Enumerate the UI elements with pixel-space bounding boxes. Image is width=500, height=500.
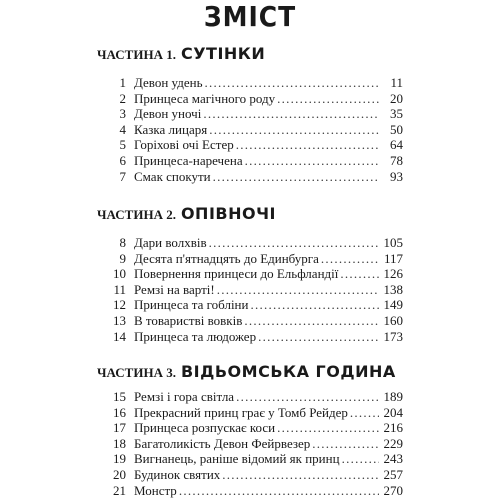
dot-leader <box>340 266 379 282</box>
chapter-number: 9 <box>119 250 126 266</box>
chapter-title: Принцеса та гобліни <box>134 297 249 313</box>
chapter-page: 229 <box>383 435 403 451</box>
dot-leader <box>179 483 379 499</box>
chapter-page: 50 <box>390 121 403 137</box>
chapter-page: 243 <box>383 451 403 467</box>
chapter-number: 8 <box>119 235 126 250</box>
part-title: ВІДЬОМСЬКА ГОДИНА <box>180 362 396 381</box>
chapter-title: Принцеса магічного роду <box>134 90 276 106</box>
chapter-title: Девон уночі <box>134 106 202 122</box>
chapter-title: В товаристві вовків <box>134 312 243 328</box>
chapter-entry[interactable] <box>108 106 403 122</box>
part-heading-3 <box>97 362 397 381</box>
chapter-number: 13 <box>113 312 126 328</box>
chapter-entry[interactable] <box>108 389 403 405</box>
chapter-title: Смак спокути <box>134 168 211 184</box>
chapter-page: 126 <box>383 266 403 282</box>
chapter-title: Будинок святих <box>134 466 221 482</box>
part-title: ОПІВНОЧІ <box>180 204 276 223</box>
chapter-entry[interactable] <box>108 266 403 282</box>
part-label: ЧАСТИНА 1. <box>97 47 176 62</box>
part-heading-1 <box>97 44 397 63</box>
chapter-number: 12 <box>113 297 126 313</box>
chapter-entry[interactable] <box>108 153 403 169</box>
chapter-page: 117 <box>383 250 403 266</box>
chapter-number: 6 <box>119 152 126 168</box>
chapter-title: Горіхові очі Естер <box>134 137 234 153</box>
dot-leader <box>277 91 379 107</box>
chapter-page: 173 <box>383 328 403 344</box>
chapter-entry[interactable] <box>108 467 403 483</box>
dot-leader <box>222 467 379 483</box>
page-title: ЗМІСТ <box>203 0 297 33</box>
chapter-entry[interactable] <box>108 282 403 298</box>
chapter-list-part-2 <box>108 235 403 344</box>
dot-leader <box>209 122 379 138</box>
dot-leader <box>217 282 379 298</box>
dot-leader <box>209 235 379 251</box>
chapter-title: Монстр <box>134 482 177 498</box>
dot-leader <box>350 405 379 421</box>
dot-leader <box>312 436 379 452</box>
part-label: ЧАСТИНА 3. <box>97 365 176 380</box>
chapter-page: 216 <box>383 420 403 436</box>
chapter-page: 93 <box>390 168 403 184</box>
chapter-page: 20 <box>390 90 403 106</box>
chapter-entry[interactable] <box>108 137 403 153</box>
chapter-title: Девон удень <box>134 75 203 90</box>
chapter-entry[interactable] <box>108 451 403 467</box>
chapter-title: Повернення принцеси до Ельфландії <box>134 266 339 282</box>
dot-leader <box>258 329 379 345</box>
chapter-title: Принцеса та людожер <box>134 328 257 344</box>
chapter-entry[interactable] <box>108 75 403 91</box>
chapter-number: 19 <box>113 451 126 467</box>
chapter-title: Багатоликість Девон Фейрвезер <box>134 435 311 451</box>
chapter-number: 14 <box>113 328 126 344</box>
chapter-page: 35 <box>390 106 403 122</box>
chapter-title: Казка лицаря <box>134 121 208 137</box>
part-title: СУТІНКИ <box>180 44 266 63</box>
chapter-number: 18 <box>113 435 126 451</box>
chapter-page: 189 <box>383 389 403 404</box>
chapter-title: Принцеса розпускає коси <box>134 420 276 436</box>
part-label: ЧАСТИНА 2. <box>97 207 176 222</box>
chapter-entry[interactable] <box>108 483 403 499</box>
chapter-page: 64 <box>390 137 403 153</box>
chapter-number: 16 <box>113 404 126 420</box>
chapter-title: Прекрасний принц грає у Томб Рейдер <box>134 404 348 420</box>
chapter-page: 78 <box>390 152 403 168</box>
chapter-title: Ремзі на варті! <box>134 281 215 297</box>
chapter-number: 15 <box>113 389 126 404</box>
chapter-entry[interactable] <box>108 122 403 138</box>
chapter-entry[interactable] <box>108 91 403 107</box>
chapter-number: 4 <box>119 121 126 137</box>
dot-leader <box>245 153 379 169</box>
chapter-entry[interactable] <box>108 235 403 251</box>
dot-leader <box>277 420 379 436</box>
chapter-page: 149 <box>383 297 403 313</box>
part-heading-2 <box>97 204 397 223</box>
chapter-page: 11 <box>390 75 403 90</box>
dot-leader <box>244 313 379 329</box>
chapter-number: 17 <box>113 420 126 436</box>
chapter-page: 204 <box>383 404 403 420</box>
chapter-title: Вигнанець, раніше відомий як принц <box>134 451 340 467</box>
chapter-title: Ремзі і гора світла <box>134 389 235 404</box>
chapter-entry[interactable] <box>108 251 403 267</box>
chapter-number: 11 <box>113 281 126 297</box>
chapter-list-part-3 <box>108 389 403 498</box>
chapter-page: 257 <box>383 466 403 482</box>
dot-leader <box>236 137 379 153</box>
chapter-number: 2 <box>119 90 126 106</box>
dot-leader <box>321 251 379 267</box>
chapter-page: 105 <box>383 235 403 250</box>
chapter-number: 7 <box>119 168 126 184</box>
chapter-number: 20 <box>113 466 126 482</box>
dot-leader <box>203 106 379 122</box>
chapter-entry[interactable] <box>108 169 403 185</box>
chapter-entry[interactable] <box>108 420 403 436</box>
chapter-page: 270 <box>383 482 403 498</box>
chapter-entry[interactable] <box>108 405 403 421</box>
chapter-number: 3 <box>119 106 126 122</box>
dot-leader <box>250 297 379 313</box>
chapter-entry[interactable] <box>108 329 403 345</box>
chapter-entry[interactable] <box>108 436 403 452</box>
dot-leader <box>205 75 379 91</box>
chapter-title: Принцеса-наречена <box>134 152 243 168</box>
chapter-list-part-1 <box>108 75 403 184</box>
chapter-number: 5 <box>119 137 126 153</box>
chapter-number: 1 <box>119 75 126 90</box>
dot-leader <box>342 451 379 467</box>
dot-leader <box>213 169 379 185</box>
chapter-number: 21 <box>113 482 126 498</box>
chapter-entry[interactable] <box>108 297 403 313</box>
chapter-entry[interactable] <box>108 313 403 329</box>
dot-leader <box>236 389 379 405</box>
chapter-number: 10 <box>113 266 126 282</box>
chapter-title: Десята п'ятнадцять до Единбурга <box>134 250 319 266</box>
chapter-page: 160 <box>383 312 403 328</box>
chapter-title: Дари волхвів <box>134 235 207 250</box>
chapter-page: 138 <box>383 281 403 297</box>
